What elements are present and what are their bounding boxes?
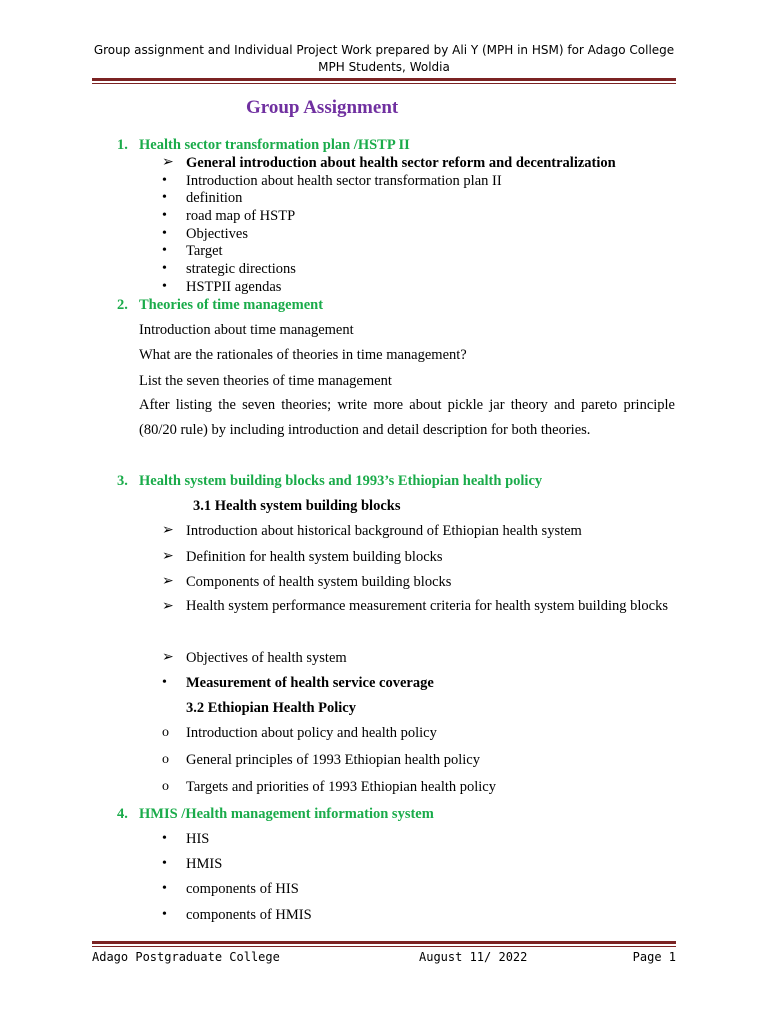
section-2-paragraph: After listing the seven theories; write more about pickle jar theory and pareto principle (80/20 rule) by including introduction and detail description for both theories. (139, 397, 675, 438)
section-1-number: 1. (117, 137, 128, 153)
section-4-item: components of HIS (186, 881, 299, 897)
header-line-1: Group assignment and Individual Project Work prepared by Ali Y (MPH in HSM) for Adago College (93, 43, 675, 57)
subsection-3-2-heading: 3.2 Ethiopian Health Policy (186, 700, 356, 716)
arrow-bullet-icon: ➢ (162, 599, 174, 614)
arrow-bullet-icon: ➢ (162, 155, 174, 170)
subsection-3-1-heading: 3.1 Health system building blocks (193, 498, 401, 514)
section-3-1-item: Health system performance measurement criteria for health system building blocks (186, 598, 668, 614)
dot-bullet-icon: • (162, 190, 167, 205)
header-line-2: MPH Students, Woldia (318, 60, 450, 74)
arrow-bullet-icon: ➢ (162, 549, 174, 564)
header-rule-thick (92, 78, 676, 81)
dot-bullet-icon: • (162, 831, 167, 846)
section-4-number: 4. (117, 806, 128, 822)
section-3-1-item: Definition for health system building blocks (186, 549, 443, 565)
section-1-item: HSTPII agendas (186, 279, 282, 295)
circle-bullet-icon: o (162, 752, 169, 767)
section-4-heading: HMIS /Health management information system (139, 806, 434, 822)
page-header (90, 42, 678, 76)
dot-bullet-icon: • (162, 243, 167, 258)
section-1-item: General introduction about health sector reform and decentralization (186, 155, 616, 171)
section-4-item: HMIS (186, 856, 223, 872)
dot-bullet-icon: • (162, 907, 167, 922)
arrow-bullet-icon: ➢ (162, 650, 174, 665)
dot-bullet-icon: • (162, 675, 167, 690)
section-4-item: components of HMIS (186, 907, 312, 923)
section-3-1-item: Introduction about historical background of Ethiopian health system (186, 523, 582, 539)
dot-bullet-icon: • (162, 208, 167, 223)
footer-date: August 11/ 2022 (419, 950, 528, 964)
dot-bullet-icon: • (162, 881, 167, 896)
circle-bullet-icon: o (162, 725, 169, 740)
arrow-bullet-icon: ➢ (162, 523, 174, 538)
document-title: Group Assignment (246, 97, 399, 118)
section-2-paragraph: List the seven theories of time management (139, 373, 392, 389)
section-3-number: 3. (117, 473, 128, 489)
header-rule-thin (92, 83, 676, 84)
circle-bullet-icon: o (162, 779, 169, 794)
section-1-item: definition (186, 190, 243, 206)
dot-bullet-icon: • (162, 226, 167, 241)
arrow-bullet-icon: ➢ (162, 574, 174, 589)
section-3-2-item: Introduction about policy and health policy (186, 725, 437, 741)
section-1-item: strategic directions (186, 261, 296, 277)
section-2-paragraph: Introduction about time management (139, 322, 354, 338)
section-3-1-bold-item: Measurement of health service coverage (186, 675, 434, 691)
section-1-heading: Health sector transformation plan /HSTP II (139, 137, 410, 153)
dot-bullet-icon: • (162, 261, 167, 276)
section-3-2-item: General principles of 1993 Ethiopian health policy (186, 752, 480, 768)
dot-bullet-icon: • (162, 856, 167, 871)
section-4-item: HIS (186, 831, 210, 847)
section-3-1-item: Components of health system building blocks (186, 574, 452, 590)
footer-rule-thick (92, 941, 676, 944)
section-2-paragraph: What are the rationales of theories in time management? (139, 347, 467, 363)
footer-page-number: Page 1 (632, 950, 676, 964)
dot-bullet-icon: • (162, 279, 167, 294)
section-1-item: Introduction about health sector transformation plan II (186, 173, 502, 189)
section-1-item: Objectives (186, 226, 249, 242)
section-3-1-item: Objectives of health system (186, 650, 347, 666)
dot-bullet-icon: • (162, 173, 167, 188)
section-1-item: Target (186, 243, 223, 259)
section-3-2-item: Targets and priorities of 1993 Ethiopian health policy (186, 779, 496, 795)
footer-college: Adago Postgraduate College (92, 950, 280, 964)
section-1-item: road map of HSTP (186, 208, 296, 224)
footer-rule-thin (92, 946, 676, 947)
section-3-heading: Health system building blocks and 1993’s Ethiopian health policy (139, 473, 543, 489)
section-2-number: 2. (117, 297, 128, 313)
section-2-heading: Theories of time management (139, 297, 324, 313)
